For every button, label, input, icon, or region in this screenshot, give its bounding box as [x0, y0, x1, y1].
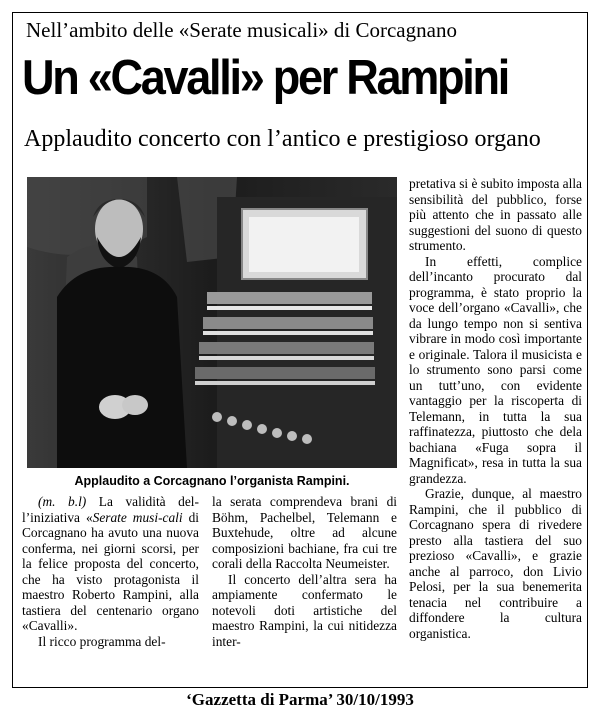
- organist-at-organ-illustration: [27, 177, 397, 468]
- paragraph-thanks: Grazie, dunque, al maestro Rampini, che il pubblico di Corcagnano spera di rivedere presto alla tastiera del suo prezioso «Cavalli», e grazie anche al parroco, don Livio Pelosi, per la sua benemerita tenacia nel contribuire a diffondere la cultura organistica.: [409, 486, 582, 641]
- paragraph-program-list: la serata comprendeva brani di Böhm, Pachelbel, Telemann e Buxtehude, oltre ad alcune composizioni bachiane, fra cui tre corali della Raccolta Neumeister.: [212, 494, 397, 571]
- text-column-2: [212, 494, 397, 649]
- paragraph-intro: (m. b.l) La validità del-l’iniziativa «Serate musi-cali di Corcagnano ha avuto una nuova conferma, nei giorni scorsi, per la felice proposta del concerto, che ha visto protagonista il maestro Roberto Rampini, alla tastiera del centenario organo «Cavalli».: [22, 494, 199, 633]
- text-column-3: [409, 176, 582, 641]
- article-subtitle: Applaudito concerto con l’antico e prestigioso organo: [24, 126, 541, 152]
- text-column-1: [22, 494, 199, 649]
- article-headline: Un «Cavalli» per Rampini: [22, 51, 508, 105]
- paragraph-program-start: Il ricco programma del-: [38, 633, 166, 649]
- paragraph-interpretation: pretativa si è subito imposta alla sensibilità del pubblico, forse più attento che in passato alle suggestioni del suono di questo strumento.: [409, 176, 582, 253]
- paragraph-organ-voice: In effetti, complice dell’incanto procurato dal programma, è stato proprio la voce dell’organo «Cavalli», che da lungo tempo non si sentiva vibrare in modo così importante e originale. Talora il musicista e lo strumento sono parsi come un tutt’uno, con evidente vantaggio per la riscoperta di Telemann, in tutta la sua raffinatezza, piuttosto che dela bachiana «Fuga sopra il Magnificat», resa in tutta la sua grandezza.: [409, 253, 582, 486]
- article-overtitle: Nell’ambito delle «Serate musicali» di Corcagnano: [26, 18, 457, 42]
- organist-photo: [27, 177, 397, 468]
- source-label: ‘Gazzetta di Parma’ 30/10/1993: [186, 690, 414, 709]
- paragraph-concert-review: Il concerto dell’altra sera ha ampiamente confermato le notevoli doti artistiche del maestro Rampini, la cui nitidezza inter-: [212, 571, 397, 649]
- byline: (m. b.l): [38, 494, 87, 509]
- photo-caption: Applaudito a Corcagnano l’organista Rampini.: [74, 474, 350, 488]
